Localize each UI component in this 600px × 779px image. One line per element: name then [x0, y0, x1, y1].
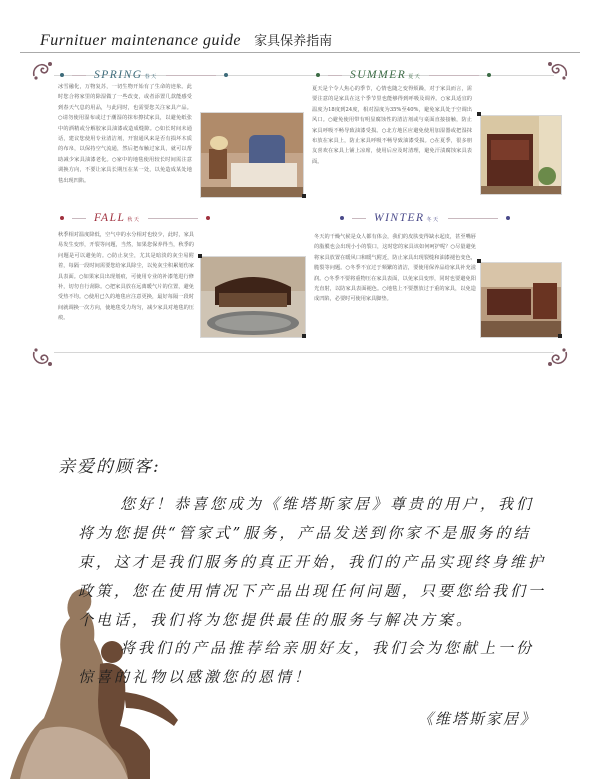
header-divider — [20, 52, 580, 53]
fall-title: FALL 秋天 — [94, 212, 141, 224]
title-chinese: 家具保养指南 — [254, 34, 333, 49]
fall-text: 秋季相对温度降低，空气中的水分相对也较少，此时，家具易发生变形，开裂等问题，当然，如果您保养得当，秋季的问题是可以避免的。○防止灰尘，尤其是暗淡的灰尘易附着，每隔一段时间需要您给家具除尘，以免灰尘积累划伤家具表面。○如果家具出现划痕，可使用专业的补漆笔进行修补，切勿自行刮除。○把家具放在远离暖气片的位置，避免受热不均。○使用已久的地毯应注意更换，最好每隔一段时间就调换一次方向，使地毯受力均匀，减少家具对地毯的压痕。 — [58, 232, 194, 322]
bullet-dot — [206, 216, 210, 220]
bullet-dot — [316, 73, 320, 77]
flourish-ornament-icon — [544, 346, 570, 370]
summer-text: 夏天是个令人焦心的季节，心情也随之变得烦躁，对于家具而言，需要注意的是家具在这个季节里也能够得到呼吸及调养。○家具适宜的温度为18度到24度，相对湿度为35%至40%，避免家具处于空调出风口。○避免使用带有明显腐蚀性的清洁剂或与桌面直接接触，防止家具呼吸不畅导致油漆受损。○北方地区应避免使用加湿器或把湿抹布放在家具上，防止家具呼吸不畅导致油漆受损。○在夏季，很多朋友喜欢在家具上铺上凉席，使用后应及时清理，避免汗渍腐蚀家具表面。 — [312, 86, 472, 165]
spring-text: 冰雪融化，万物复苏，一切生物开始有了生命的迹象。此时您合将家里的除湿做了一些改变，或者添置几款能感受到春天气息的用品，与此同时，也需要您关注家具产品。○请勿使用湿布或过于潮湿的抹布擦拭家具，以避免纸张中的酒精或分解胶家具油漆或造成缝隙。○如长时间未通话，建议您使用专业清洁剂，开窗通风来是否有损坏木质的布帛，以保持空气流通，然后把布触过家具，就可以帮助减少家具油漆老化。○家中的地毯使用较长时间需注意调换方向，不要让家具长期压在某一处，以免造成某处地毯出现凹陷。 — [58, 84, 192, 184]
letter-greeting: 亲爱的顾客: — [58, 457, 161, 477]
winter-photo — [480, 262, 562, 338]
bullet-dot — [60, 73, 64, 77]
photo-corner-mark — [477, 112, 481, 116]
panel-bottom-rule — [54, 352, 554, 353]
photo-corner-mark — [302, 334, 306, 338]
winter-heading — [340, 210, 510, 226]
heading-line — [429, 75, 479, 76]
winter-title: WINTER 冬天 — [374, 212, 440, 224]
page-header — [40, 30, 580, 52]
summer-photo — [480, 115, 562, 195]
bullet-dot — [506, 216, 510, 220]
heading-line — [166, 75, 216, 76]
spring-heading — [60, 67, 228, 83]
heading-line — [72, 218, 86, 219]
spring-title: SPRING 春天 — [94, 69, 158, 81]
flourish-ornament-icon — [30, 346, 56, 370]
title-english: Furnituer maintenance guide — [40, 32, 242, 49]
bullet-dot — [224, 73, 228, 77]
letter-paragraph-2: 将我们的产品推荐给亲朋好友，我们会为您献上一份惊喜的礼物以感激您的恩情！ — [78, 639, 535, 686]
heading-line — [72, 75, 86, 76]
heading-line — [352, 218, 366, 219]
letter-signature: 《维塔斯家居》 — [418, 710, 538, 728]
letter-paragraph-1: 您好！恭喜您成为《维塔斯家居》尊贵的用户，我们将为您提供“管家式”服务，产品发送到你家不是服务的结束，这才是我们服务的真正开始，我们的产品实现终身维护政策，您在使用情况下产品出现任何问题，只要您给我们一个电话，我们将为您提供最佳的服务与解决方案。 — [78, 495, 547, 629]
photo-corner-mark — [558, 334, 562, 338]
flourish-ornament-icon — [30, 58, 56, 82]
bullet-dot — [60, 216, 64, 220]
flourish-ornament-icon — [544, 58, 570, 82]
bullet-dot — [487, 73, 491, 77]
heading-line — [148, 218, 198, 219]
heading-line — [448, 218, 498, 219]
fall-photo — [200, 256, 306, 338]
heading-line — [328, 75, 342, 76]
bullet-dot — [340, 216, 344, 220]
photo-corner-mark — [477, 259, 481, 263]
fall-heading — [60, 210, 210, 226]
spring-photo — [200, 112, 304, 198]
summer-heading — [316, 67, 491, 83]
winter-text: 冬天的干燥气候是众人都有体会，我们的皮肤变得缺水起皮，甚至嘴唇的脂膜也会出现小小的裂口，这时您的家具该如何呵护呢？○尽量避免将家具放置在暖风口和暖气附近，防止家具出现裂缝和油漆褪色变色，脆裂等问题。○冬季不宜过于频繁的清洁，要使用保养品给家具补充滋润。○冬季不要将重物压在家具表面，以免家具变形，同时也要避免阳光直射，以防家具表面褪色。○地毯上不要摆放过于重的家具，以免造成凹陷，必要时可使用家具脚垫。 — [314, 234, 476, 303]
summer-title: SUMMER 夏天 — [350, 69, 422, 81]
photo-corner-mark — [198, 254, 202, 258]
photo-corner-mark — [302, 194, 306, 198]
